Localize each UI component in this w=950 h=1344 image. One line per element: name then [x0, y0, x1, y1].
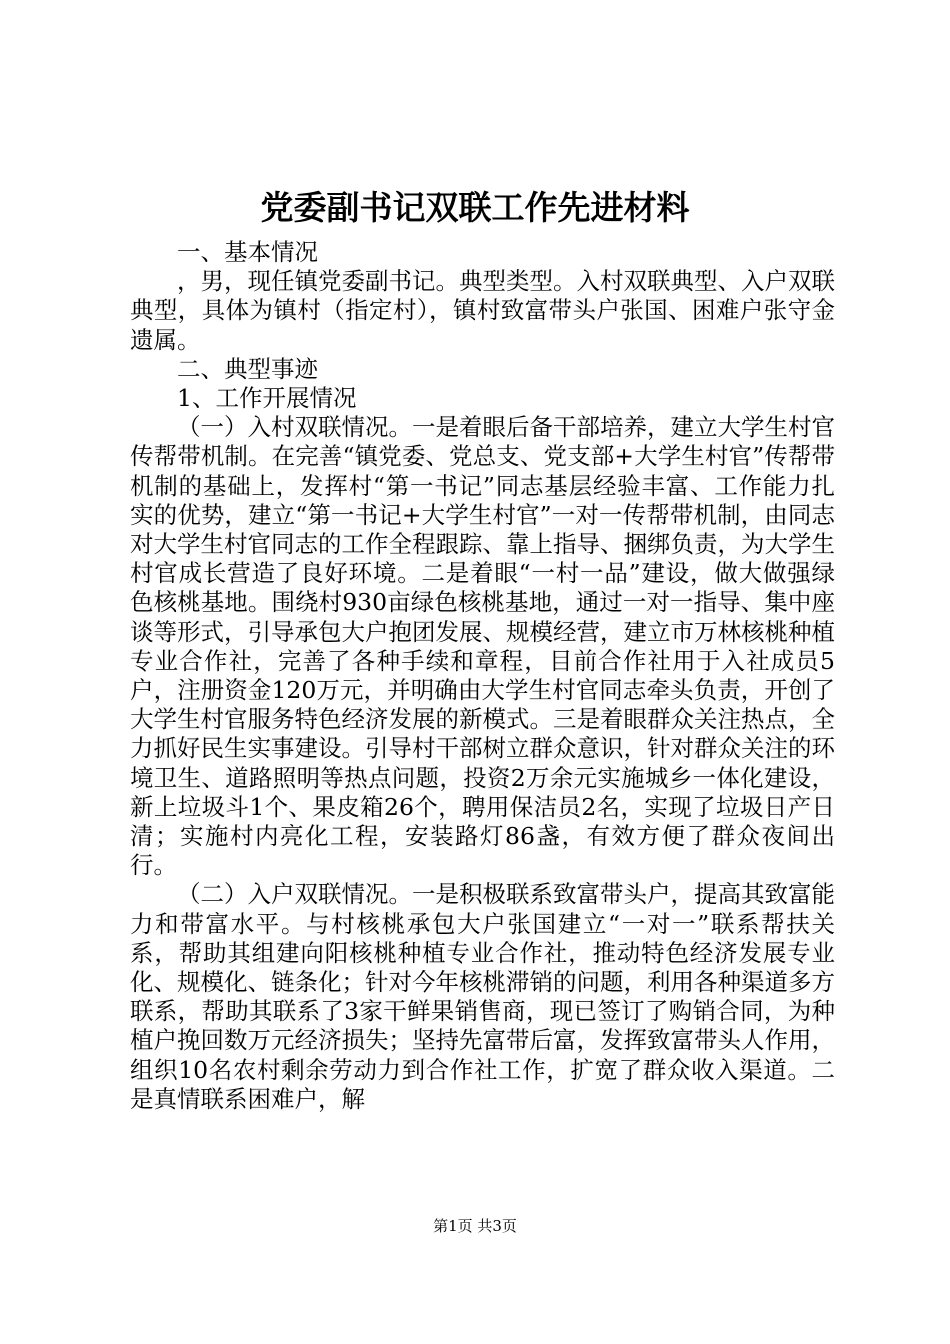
paragraph-village-liaison: （一）入村双联情况。一是着眼后备干部培养，建立大学生村官传帮带机制。在完善“镇党委、党总支、党支部+大学生村官”传帮带机制的基础上，发挥村“第一书记”同志基层经验丰富、工作能力扎实的优势，建立“第一书记+大学生村官”一对一传帮带机制，由同志对大学生村官同志的工作全程跟踪、靠上指导、捆绑负责，为大学生村官成长营造了良好环境。二是着眼“一村一品”建设，做大做强绿色核桃基地。围绕村930亩绿色核桃基地，通过一对一指导、集中座谈等形式，引导承包大户抱团发展、规模经营，建立市万林核桃种植专业合作社，完善了各种手续和章程，目前合作社用于入社成员5户，注册资金120万元，并明确由大学生村官同志牵头负责，开创了大学生村官服务特色经济发展的新模式。三是着眼群众关注热点，全力抓好民生实事建设。引导村干部树立群众意识，针对群众关注的环境卫生、道路照明等热点问题，投资2万余元实施城乡一体化建设，新上垃圾斗1个、果皮箱26个，聘用保洁员2名，实现了垃圾日产日清；实施村内亮化工程，安装路灯86盏，有效方便了群众夜间出行。	[130, 413, 835, 880]
page-number-footer: 第1页 共3页	[433, 1217, 517, 1235]
section-heading-typical-deeds: 二、典型事迹	[177, 354, 318, 383]
section-heading-basic-info: 一、基本情况	[177, 238, 318, 266]
subsection-heading-work-progress: 1、工作开展情况	[177, 384, 357, 413]
paragraph-household-liaison: （二）入户双联情况。一是积极联系致富带头户，提高其致富能力和带富水平。与村核桃承包大户张国建立“一对一”联系帮扶关系，帮助其组建向阳核桃种植专业合作社，推动特色经济发展专业化、规模化、链条化；针对今年核桃滞销的问题，利用各种渠道多方联系，帮助其联系了3家干鲜果销售商，现已签订了购销合同，为种植户挽回数万元经济损失；坚持先富带后富，发挥致富带头人作用，组织10名农村剩余劳动力到合作社工作，扩宽了群众收入渠道。二是真情联系困难户，解	[130, 880, 835, 1113]
document-title: 党委副书记双联工作先进材料	[260, 188, 690, 227]
paragraph-basic-info: ，男，现任镇党委副书记。典型类型。入村双联典型、入户双联典型，具体为镇村（指定村），镇村致富带头户张国、困难户张守金遗属。	[130, 267, 835, 354]
document-body	[130, 238, 835, 1114]
